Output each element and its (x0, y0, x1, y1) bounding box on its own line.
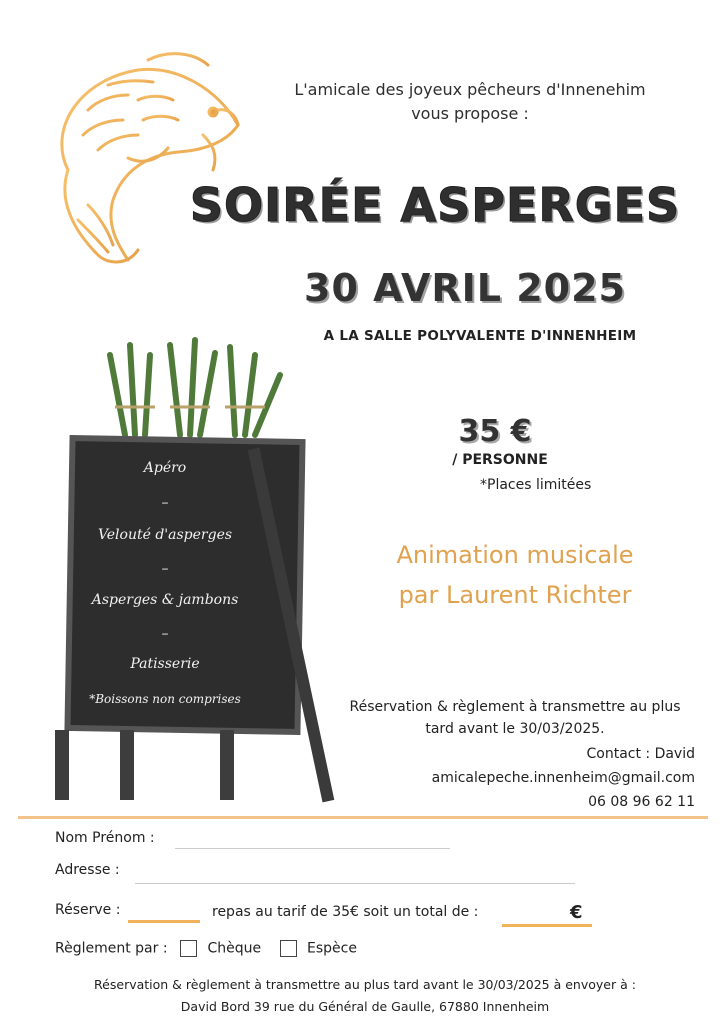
price-amount: 35 € (458, 414, 532, 449)
intro-text (250, 78, 690, 126)
places-limited-note: *Places limitées (480, 477, 592, 493)
reservation-line-2: tard avant le 30/03/2025. (425, 721, 605, 737)
asparagus-icon (110, 340, 280, 435)
contact-name: Contact : David (586, 746, 695, 762)
section-divider (18, 816, 708, 819)
contact-info (400, 742, 695, 814)
payment-label: Règlement par : (55, 940, 168, 957)
menu-separator: – (161, 561, 169, 577)
cheque-label: Chèque (207, 940, 262, 957)
fish-icon (28, 40, 248, 270)
espece-checkbox[interactable] (280, 940, 297, 957)
payment-row (55, 940, 357, 957)
footer-line-2: David Bord 39 rue du Général de Gaulle, 67880 Innenheim (180, 999, 550, 1014)
menu-separator: – (161, 626, 169, 642)
footer-line-1: Réservation & règlement à transmettre au plus tard avant le 30/03/2025 à envoyer à : (94, 977, 636, 992)
name-label: Nom Prénom : (55, 830, 155, 846)
event-title: SOIRÉE ASPERGES (189, 178, 681, 232)
intro-line-1: L'amicale des joyeux pêcheurs d'Innenehim (294, 80, 646, 99)
espece-label: Espèce (307, 940, 357, 957)
reserve-quantity-field[interactable] (128, 920, 200, 923)
name-field[interactable] (175, 848, 450, 849)
event-date: 30 AVRIL 2025 (304, 266, 626, 310)
menu-note: *Boissons non comprises (89, 692, 241, 706)
reserve-label: Réserve : (55, 902, 121, 918)
contact-email[interactable]: amicalepeche.innenheim@gmail.com (431, 770, 695, 786)
music-line-2: par Laurent Richter (398, 581, 632, 609)
menu-item: Patisserie (130, 656, 200, 672)
price-per-person: / PERSONNE (452, 452, 548, 468)
footer (40, 974, 690, 1018)
menu-item: Apéro (143, 460, 187, 476)
menu-separator: – (161, 495, 169, 511)
reservation-line-1: Réservation & règlement à transmettre au plus (349, 699, 681, 715)
address-field[interactable] (135, 883, 575, 884)
address-label: Adresse : (55, 862, 120, 878)
reservation-info (330, 696, 700, 740)
music-line-1: Animation musicale (396, 541, 634, 569)
cheque-checkbox[interactable] (180, 940, 197, 957)
contact-phone[interactable]: 06 08 96 62 11 (588, 794, 695, 810)
intro-line-2: vous propose : (411, 104, 529, 123)
event-venue: A LA SALLE POLYVALENTE D'INNENHEIM (323, 328, 637, 344)
reserve-text: repas au tarif de 35€ soit un total de : (212, 904, 479, 920)
euro-symbol: € (570, 902, 583, 923)
menu-item: Velouté d'asperges (97, 527, 233, 543)
menu-item: Asperges & jambons (91, 592, 239, 608)
music-info (360, 535, 670, 615)
total-field[interactable] (502, 924, 592, 927)
